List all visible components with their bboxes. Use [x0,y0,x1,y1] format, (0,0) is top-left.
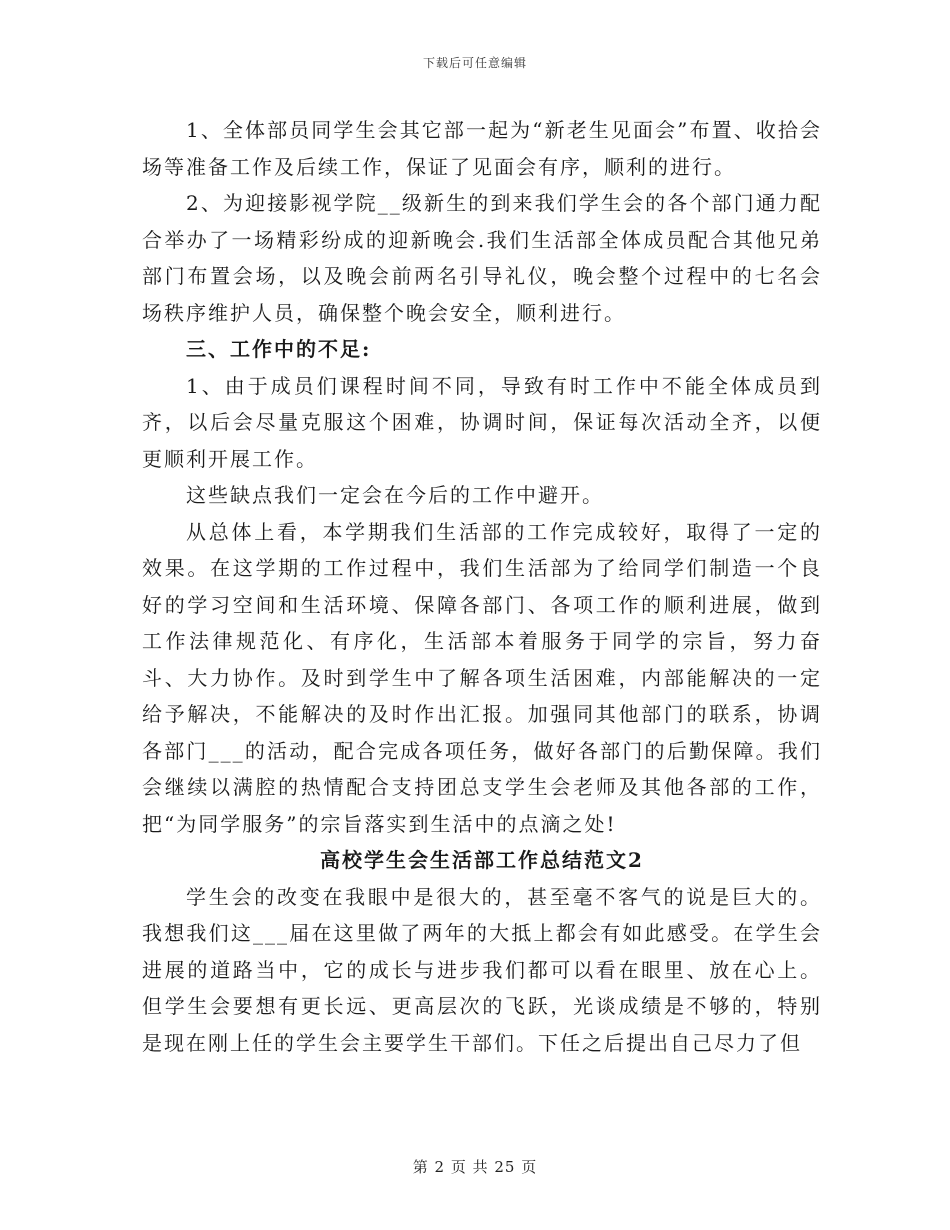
document-body [142,112,822,1061]
section-heading-shortcomings: 三、工作中的不足: [186,337,372,361]
paragraph-2: 2、为迎接影视学院__级新生的到来我们学生会的各个部门通力配合举办了一场精彩纷成的迎新晚会.我们生活部全体成员配合其他兄弟部门布置会场，以及晚会前两名引导礼仪，晚会整个过程中的七名会场秩序维护人员，确保整个晚会安全，顺利进行。 [142,191,822,325]
paragraph-3: 1、由于成员们课程时间不同，导致有时工作中不能全体成员到齐，以后会尽量克服这个困难，协调时间，保证每次活动全齐，以便更顺利开展工作。 [142,373,822,471]
page-header-note: 下载后可任意编辑 [422,56,527,70]
paragraph-6: 学生会的改变在我眼中是很大的，甚至毫不客气的说是巨大的。我想我们这___届在这里做了两年的大抵上都会有如此感受。在学生会进展的道路当中，它的成长与进步我们都可以看在眼里、放在心上。但学生会要想有更长远、更高层次的飞跃，光谈成绩是不够的，特别是现在刚上任的学生会主要学生干部们。下任之后提出自己尽力了但 [142,884,822,1055]
paragraph-1: 1、全体部员同学生会其它部一起为“新老生见面会”布置、收拾会场等准备工作及后续工作，保证了见面会有序，顺利的进行。 [142,118,822,179]
paragraph-5: 从总体上看，本学期我们生活部的工作完成较好，取得了一定的效果。在这学期的工作过程中，我们生活部为了给同学们制造一个良好的学习空间和生活环境、保障各部门、各项工作的顺利进展，做到工作法律规范化、有序化，生活部本着服务于同学的宗旨，努力奋斗、大力协作。及时到学生中了解各项生活困难，内部能解决的一定给予解决，不能解决的及时作出汇报。加强同其他部门的联系，协调各部门___的活动，配合完成各项任务，做好各部门的后勤保障。我们会继续以满腔的热情配合支持团总支学生会老师及其他各部的工作，把“为同学服务”的宗旨落实到生活中的点滴之处! [142,519,822,836]
paragraph-4: 这些缺点我们一定会在今后的工作中避开。 [186,483,604,507]
page-footer-number: 第 2 页 共 25 页 [412,1158,538,1176]
document-title-2: 高校学生会生活部工作总结范文2 [320,848,644,872]
